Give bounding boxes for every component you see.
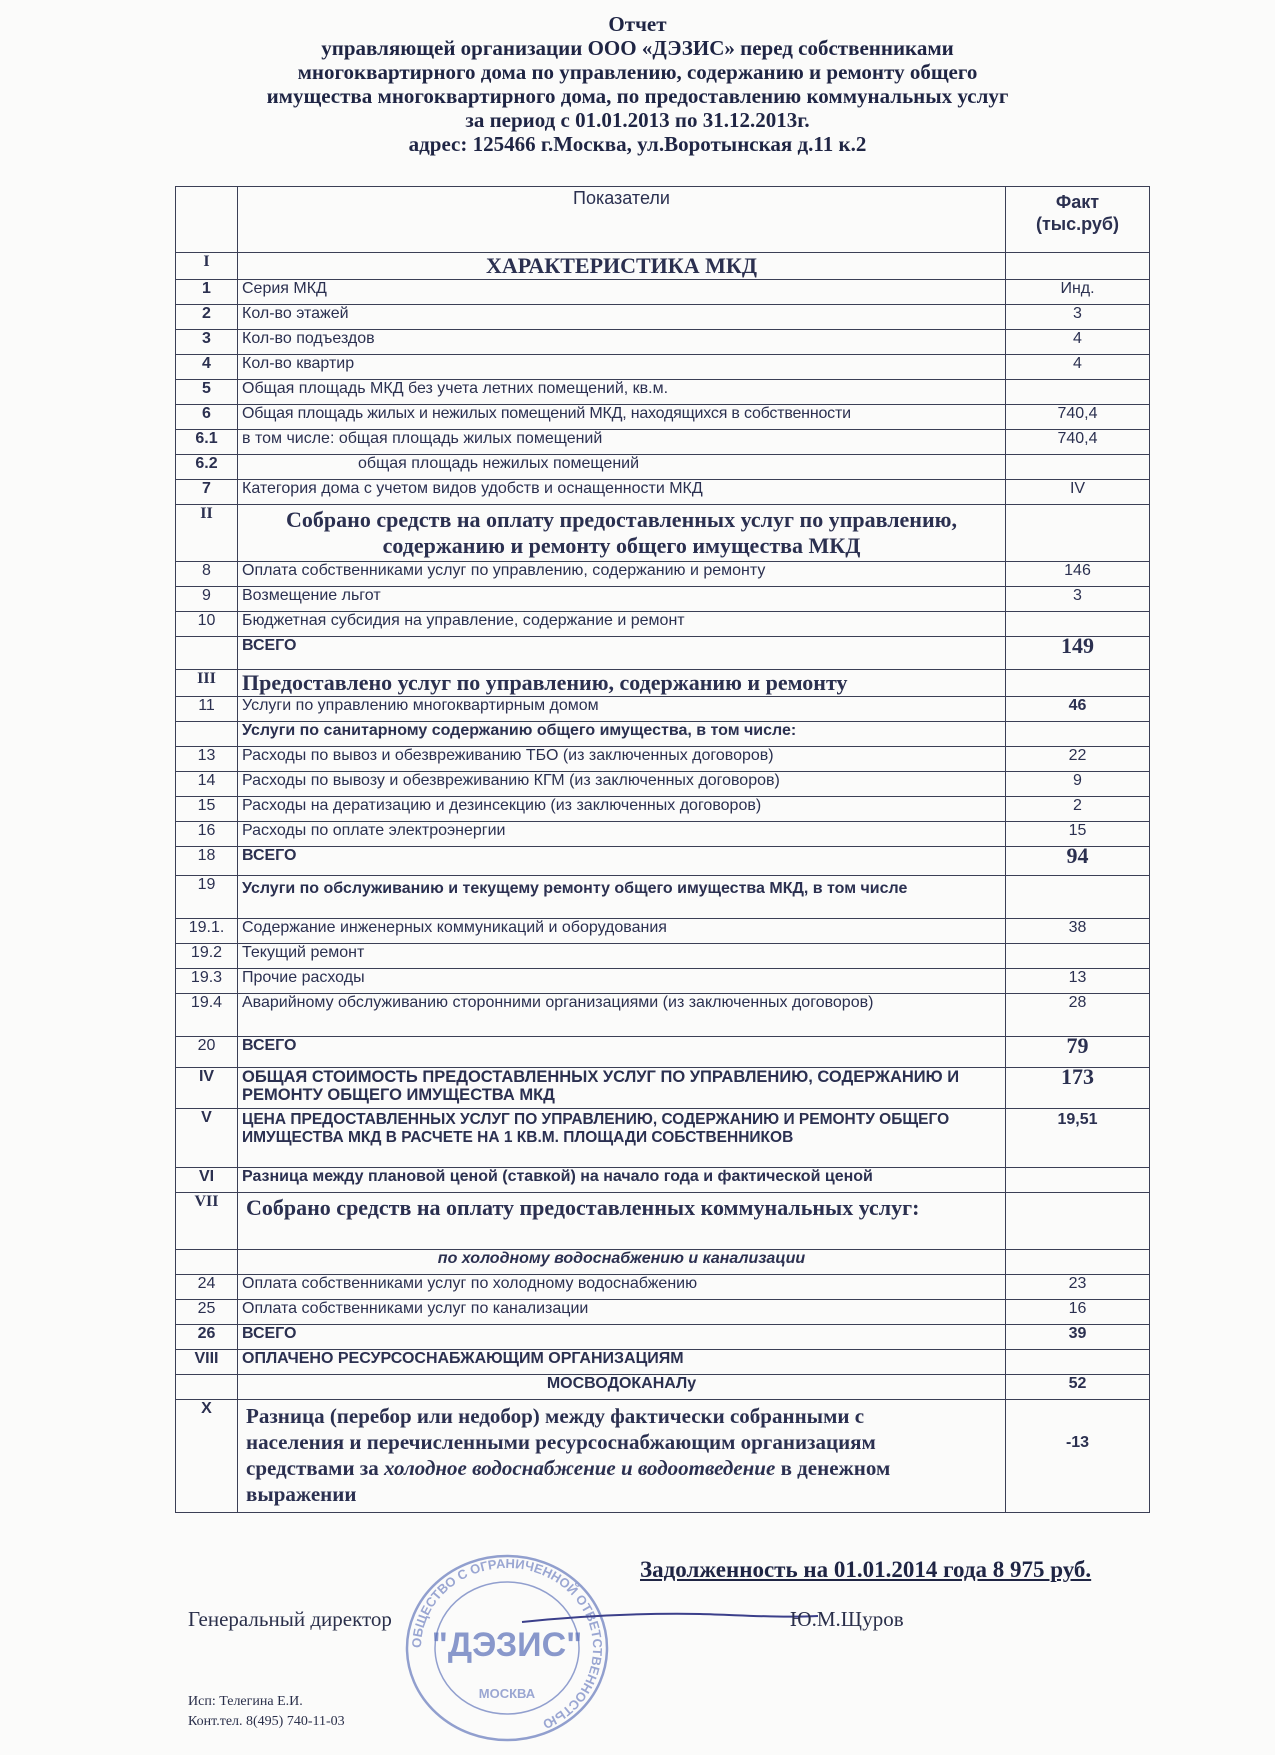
stamp-city-text: МОСКВА (478, 1686, 536, 1701)
row-num: 9 (176, 587, 238, 612)
row-value: 28 (1006, 994, 1150, 1037)
row-value: 79 (1006, 1037, 1150, 1068)
table-row (176, 253, 1150, 280)
row-num: 7 (176, 480, 238, 505)
row-label: Прочие расходы (238, 969, 1006, 994)
stamp-ring-text: ОБЩЕСТВО С ОГРАНИЧЕННОЙ ОТВЕТСТВЕННОСТЬЮ (408, 1555, 606, 1733)
row-num: 10 (176, 612, 238, 637)
header-line: имущества многоквартирного дома, по предоставлению коммунальных услуг (266, 84, 1009, 108)
table-header-num (176, 187, 238, 253)
row-num: 8 (176, 562, 238, 587)
row-num (176, 1250, 238, 1275)
row-label: Бюджетная субсидия на управление, содержание и ремонт (238, 612, 1006, 637)
stamp-center-text: "ДЭЗИС" (431, 1626, 583, 1664)
row-label: Кол-во этажей (238, 305, 1006, 330)
report-table (175, 186, 1150, 1513)
table-row (176, 1275, 1150, 1300)
table-row (176, 430, 1150, 455)
row-num: 14 (176, 772, 238, 797)
table-row (176, 305, 1150, 330)
row-value (1006, 876, 1150, 919)
row-label: в том числе: общая площадь жилых помещений (238, 430, 1006, 455)
row-value (1006, 1168, 1150, 1193)
row-value (1006, 455, 1150, 480)
table-row (176, 562, 1150, 587)
row-label: Аварийному обслуживанию сторонними организациями (из заключенных договоров) (238, 994, 1006, 1037)
row-num: 6.1 (176, 430, 238, 455)
table-row (176, 637, 1150, 670)
row-num: 19.4 (176, 994, 238, 1037)
table-row (176, 969, 1150, 994)
row-value: 149 (1006, 637, 1150, 670)
row-value (1006, 380, 1150, 405)
debt-line: Задолженность на 01.01.2014 года 8 975 руб. (640, 1557, 1092, 1582)
row-label: ОПЛАЧЕНО РЕСУРСОСНАБЖАЮЩИМ ОРГАНИЗАЦИЯМ (238, 1350, 1006, 1375)
row-label: ВСЕГО (238, 1037, 1006, 1068)
row-label: по холодному водоснабжению и канализации (238, 1250, 1006, 1275)
row-value (1006, 612, 1150, 637)
row-num: 25 (176, 1300, 238, 1325)
row-label: Кол-во подъездов (238, 330, 1006, 355)
row-value (1006, 670, 1150, 697)
row-value: 19,51 (1006, 1109, 1150, 1168)
row-num: 19.1. (176, 919, 238, 944)
row-num: 5 (176, 380, 238, 405)
row-label: Услуги по управлению многоквартирным домом (238, 697, 1006, 722)
header-line: адрес: 125466 г.Москва, ул.Воротынская д.11 к.2 (408, 132, 867, 156)
row-value: 39 (1006, 1325, 1150, 1350)
row-value: 94 (1006, 847, 1150, 876)
row-num: V (176, 1109, 238, 1168)
row-label: Серия МКД (238, 280, 1006, 305)
row-label: Оплата собственниками услуг по управлению, содержанию и ремонту (238, 562, 1006, 587)
row-label: ВСЕГО (238, 637, 1006, 670)
signature-mark (520, 1610, 820, 1626)
table-row (176, 380, 1150, 405)
table-row (176, 587, 1150, 612)
row-label: Расходы по вывоз и обезвреживанию ТБО (из заключенных договоров) (238, 747, 1006, 772)
row-label: Оплата собственниками услуг по холодному водоснабжению (238, 1275, 1006, 1300)
row-num: II (176, 505, 238, 562)
row-value (1006, 944, 1150, 969)
table-row (176, 480, 1150, 505)
table-row (176, 355, 1150, 380)
row-num: VIII (176, 1350, 238, 1375)
executor-phone: Конт.тел. 8(495) 740-11-03 (188, 1714, 345, 1729)
row-num: 15 (176, 797, 238, 822)
row-value: 22 (1006, 747, 1150, 772)
row-value (1006, 1193, 1150, 1250)
row-label: Текущий ремонт (238, 944, 1006, 969)
row-num: VII (176, 1193, 238, 1250)
row-value: 3 (1006, 587, 1150, 612)
row-value: 52 (1006, 1375, 1150, 1400)
row-num: 26 (176, 1325, 238, 1350)
row-num (176, 1375, 238, 1400)
row-label-part: в денежном выражении (246, 1456, 891, 1506)
table-row (176, 612, 1150, 637)
table-row (176, 919, 1150, 944)
row-value: 3 (1006, 305, 1150, 330)
row-label: Услуги по обслуживанию и текущему ремонту общего имущества МКД, в том числе (238, 876, 1006, 919)
row-label: Собрано средств на оплату предоставленных услуг по управлению, содержанию и ремонту общего имущества МКД (238, 505, 1006, 562)
row-num: 2 (176, 305, 238, 330)
table-row (176, 1325, 1150, 1350)
header-line: за период с 01.01.2013 по 31.12.2013г. (465, 108, 810, 132)
table-row (176, 797, 1150, 822)
table-row (176, 505, 1150, 562)
row-label: Оплата собственниками услуг по канализации (238, 1300, 1006, 1325)
signature-name: Ю.М.Щуров (790, 1607, 904, 1631)
row-value: Инд. (1006, 280, 1150, 305)
executor-name: Исп: Телегина Е.И. (188, 1694, 303, 1709)
row-label: ЦЕНА ПРЕДОСТАВЛЕННЫХ УСЛУГ ПО УПРАВЛЕНИЮ, СОДЕРЖАНИЮ И РЕМОНТУ ОБЩЕГО ИМУЩЕСТВА МКД В РАСЧЕТЕ НА 1 КВ.М. ПЛОЩАДИ СОБСТВЕННИКОВ (238, 1109, 1006, 1168)
row-label: Общая площадь МКД без учета летних помещений, кв.м. (238, 380, 1006, 405)
row-label: Разница между плановой ценой (ставкой) на начало года и фактической ценой (238, 1168, 1006, 1193)
row-label: Возмещение льгот (238, 587, 1006, 612)
row-label (238, 1400, 1006, 1513)
row-label: Расходы на дератизацию и дезинсекцию (из заключенных договоров) (238, 797, 1006, 822)
table-row (176, 670, 1150, 697)
row-value: 173 (1006, 1068, 1150, 1109)
table-header-row (176, 187, 1150, 253)
table-row (176, 280, 1150, 305)
row-label: Собрано средств на оплату предоставленных коммунальных услуг: (238, 1193, 1006, 1250)
row-value: 46 (1006, 697, 1150, 722)
table-row (176, 1375, 1150, 1400)
row-label-italic: холодное водоснабжение и водоотведение (384, 1456, 776, 1480)
row-label: Кол-во квартир (238, 355, 1006, 380)
header-line: управляющей организации ООО «ДЭЗИС» перед собственниками (321, 36, 954, 60)
row-num: III (176, 670, 238, 697)
row-num: 1 (176, 280, 238, 305)
row-num: 11 (176, 697, 238, 722)
row-label: общая площадь нежилых помещений (238, 455, 1006, 480)
table-row (176, 455, 1150, 480)
row-label: Категория дома с учетом видов удобств и оснащенности МКД (238, 480, 1006, 505)
row-num (176, 722, 238, 747)
header-line: многоквартирного дома по управлению, содержанию и ремонту общего (297, 60, 978, 84)
row-num: 18 (176, 847, 238, 876)
row-num: X (176, 1400, 238, 1513)
row-value: 15 (1006, 822, 1150, 847)
row-value: 740,4 (1006, 405, 1150, 430)
row-value (1006, 1250, 1150, 1275)
table-row (176, 994, 1150, 1037)
row-num: 6.2 (176, 455, 238, 480)
row-value: 16 (1006, 1300, 1150, 1325)
row-label: МОСВОДОКАНАЛу (238, 1375, 1006, 1400)
company-stamp (392, 1548, 622, 1748)
row-num: 19.3 (176, 969, 238, 994)
row-num: 16 (176, 822, 238, 847)
table-row (176, 722, 1150, 747)
table-row (176, 847, 1150, 876)
row-label: ВСЕГО (238, 1325, 1006, 1350)
row-label: ОБЩАЯ СТОИМОСТЬ ПРЕДОСТАВЛЕННЫХ УСЛУГ ПО УПРАВЛЕНИЮ, СОДЕРЖАНИЮ И РЕМОНТУ ОБЩЕГО ИМУЩЕСТВА МКД (238, 1068, 1006, 1109)
row-num: 19.2 (176, 944, 238, 969)
signature-title: Генеральный директор (188, 1607, 392, 1631)
table-row (176, 772, 1150, 797)
row-num: IV (176, 1068, 238, 1109)
row-value (1006, 1350, 1150, 1375)
table-row (176, 1300, 1150, 1325)
row-num: 3 (176, 330, 238, 355)
row-num: 19 (176, 876, 238, 919)
header-line: Отчет (608, 12, 667, 36)
row-value (1006, 722, 1150, 747)
table-row (176, 1109, 1150, 1168)
row-label: Расходы по вывозу и обезвреживанию КГМ (из заключенных договоров) (238, 772, 1006, 797)
row-value (1006, 505, 1150, 562)
row-value (1006, 253, 1150, 280)
table-row (176, 1350, 1150, 1375)
row-label-part: Разница (перебор или недобор) между фактически собранными с населения и перечисленными ресурсоснабжающим организациям средствами за (246, 1404, 876, 1480)
row-value: 2 (1006, 797, 1150, 822)
table-row (176, 697, 1150, 722)
table-header-indicators: Показатели (238, 187, 1006, 253)
row-num: I (176, 253, 238, 280)
table-row (176, 747, 1150, 772)
executor-info (188, 1692, 345, 1732)
row-num: VI (176, 1168, 238, 1193)
table-row (176, 1193, 1150, 1250)
row-label: ХАРАКТЕРИСТИКА МКД (238, 253, 1006, 280)
row-value: 146 (1006, 562, 1150, 587)
table-row (176, 944, 1150, 969)
row-value: 13 (1006, 969, 1150, 994)
row-num: 6 (176, 405, 238, 430)
table-row (176, 405, 1150, 430)
row-label: Общая площадь жилых и нежилых помещений МКД, находящихся в собственности (238, 405, 1006, 430)
row-value: 4 (1006, 355, 1150, 380)
row-label: Содержание инженерных коммуникаций и оборудования (238, 919, 1006, 944)
row-num: 24 (176, 1275, 238, 1300)
row-value: 38 (1006, 919, 1150, 944)
table-row (176, 1250, 1150, 1275)
row-num (176, 637, 238, 670)
report-header (0, 12, 1275, 156)
row-value: 9 (1006, 772, 1150, 797)
row-value: IV (1006, 480, 1150, 505)
table-row (176, 1037, 1150, 1068)
table-row (176, 330, 1150, 355)
row-num: 4 (176, 355, 238, 380)
table-row (176, 876, 1150, 919)
row-label: Предоставлено услуг по управлению, содержанию и ремонту (238, 670, 1006, 697)
table-row (176, 1168, 1150, 1193)
table-row (176, 822, 1150, 847)
row-num: 20 (176, 1037, 238, 1068)
row-value: 4 (1006, 330, 1150, 355)
table-row (176, 1400, 1150, 1513)
row-value: -13 (1006, 1400, 1150, 1513)
row-value: 740,4 (1006, 430, 1150, 455)
row-label: Услуги по санитарному содержанию общего имущества, в том числе: (238, 722, 1006, 747)
row-num: 13 (176, 747, 238, 772)
table-header-fact: Факт (тыс.руб) (1006, 187, 1150, 253)
row-label: Расходы по оплате электроэнергии (238, 822, 1006, 847)
row-label: ВСЕГО (238, 847, 1006, 876)
row-value: 23 (1006, 1275, 1150, 1300)
table-row (176, 1068, 1150, 1109)
